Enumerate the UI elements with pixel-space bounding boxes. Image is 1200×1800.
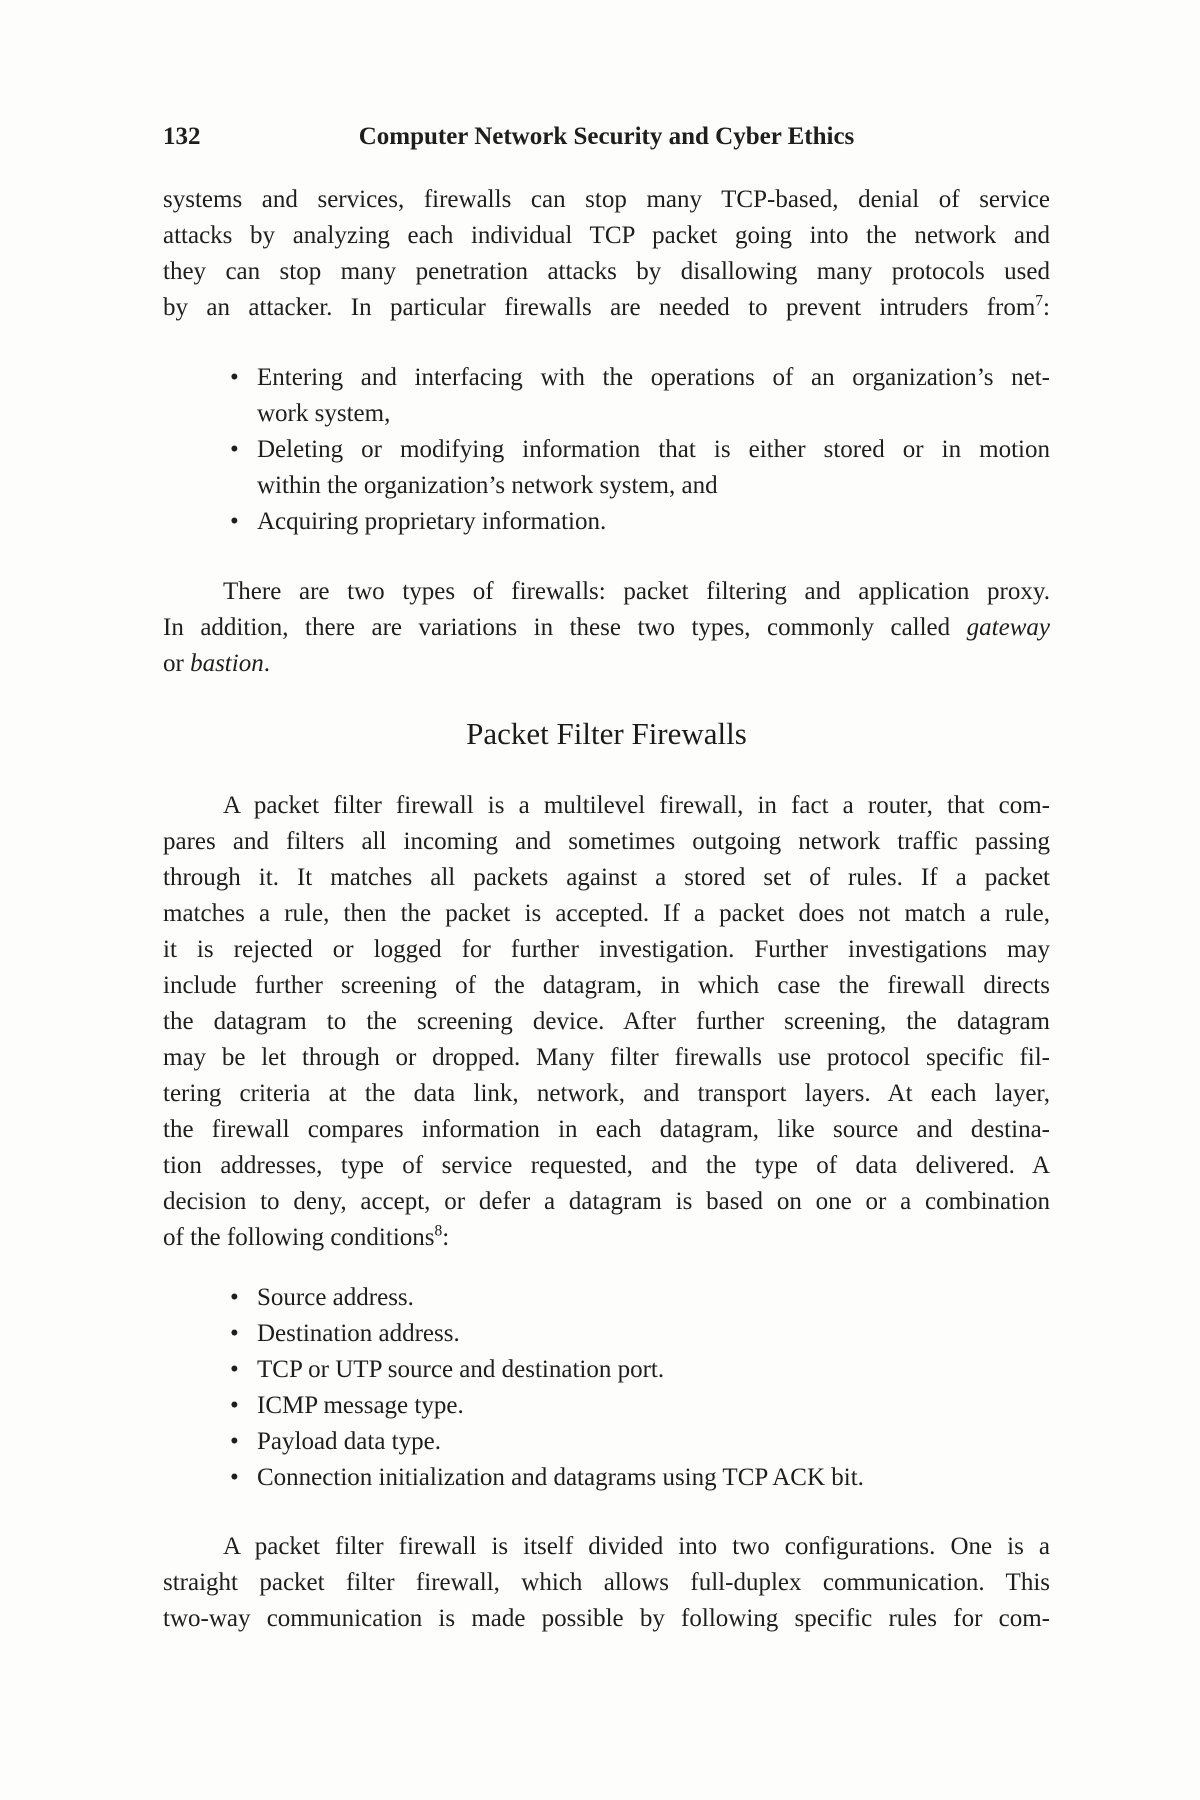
text-line: include further screening of the datagram, in which case the firewall directs xyxy=(163,972,1050,999)
conditions-list xyxy=(163,1280,1050,1496)
bullet-icon: • xyxy=(230,1428,239,1455)
bullet-icon: • xyxy=(230,436,239,463)
text-line: work system, xyxy=(257,400,391,427)
firewall-types-paragraph xyxy=(163,574,1050,682)
text-line: attacks by analyzing each individual TCP packet going into the network and xyxy=(163,222,1050,249)
list-item xyxy=(163,1388,1050,1424)
configurations-paragraph xyxy=(163,1529,1050,1637)
list-item xyxy=(163,1352,1050,1388)
page-number: 132 xyxy=(163,123,201,150)
text-line: decision to deny, accept, or defer a datagram is based on one or a combination xyxy=(163,1188,1050,1215)
text-line: may be let through or dropped. Many filter firewalls use protocol specific fil- xyxy=(163,1044,1050,1071)
packet-filter-paragraph xyxy=(163,788,1050,1256)
bullet-icon: • xyxy=(230,1392,239,1419)
list-item xyxy=(163,1316,1050,1352)
running-title: Computer Network Security and Cyber Ethics xyxy=(358,123,855,150)
text-line: straight packet filter firewall, which allows full-duplex communication. This xyxy=(163,1569,1050,1596)
text-line: Connection initialization and datagrams using TCP ACK bit. xyxy=(257,1464,864,1491)
text-line: ICMP message type. xyxy=(257,1392,464,1419)
bullet-icon: • xyxy=(230,1284,239,1311)
text-line: TCP or UTP source and destination port. xyxy=(257,1356,665,1383)
text-line: through it. It matches all packets against a stored set of rules. If a packet xyxy=(163,864,1050,891)
bullet-icon: • xyxy=(230,1464,239,1491)
intruders-list xyxy=(163,360,1050,540)
text-line: Acquiring proprietary information. xyxy=(257,508,607,535)
list-item xyxy=(163,1424,1050,1460)
bullet-icon: • xyxy=(230,508,239,535)
list-item xyxy=(163,1280,1050,1316)
text-line: Payload data type. xyxy=(257,1428,441,1455)
list-item xyxy=(163,360,1050,432)
bullet-icon: • xyxy=(230,364,239,391)
text-line: the firewall compares information in each datagram, like source and destina- xyxy=(163,1116,1050,1143)
text-line: or bastion. xyxy=(163,650,270,677)
text-line: matches a rule, then the packet is accepted. If a packet does not match a rule, xyxy=(163,900,1050,927)
text-line: Destination address. xyxy=(257,1320,460,1347)
text-line: it is rejected or logged for further investigation. Further investigations may xyxy=(163,936,1050,963)
text-line: Source address. xyxy=(257,1284,414,1311)
text-line: There are two types of firewalls: packet filtering and application proxy. xyxy=(223,578,1050,605)
text-line: two-way communication is made possible by following specific rules for com- xyxy=(163,1605,1050,1632)
text-line: systems and services, firewalls can stop many TCP-based, denial of service xyxy=(163,186,1050,213)
bullet-icon: • xyxy=(230,1356,239,1383)
text-line: A packet filter firewall is a multilevel firewall, in fact a router, that com- xyxy=(223,792,1050,819)
text-line: Deleting or modifying information that is either stored or in motion xyxy=(257,436,1050,463)
section-heading: Packet Filter Firewalls xyxy=(466,716,747,751)
text-line: of the following conditions$^8$: xyxy=(163,1222,450,1251)
list-item xyxy=(163,504,1050,540)
text-line: A packet filter firewall is itself divided into two configurations. One is a xyxy=(223,1533,1050,1560)
text-line: they can stop many penetration attacks by disallowing many protocols used xyxy=(163,258,1050,285)
bullet-icon: • xyxy=(230,1320,239,1347)
text-line: pares and filters all incoming and sometimes outgoing network traffic passing xyxy=(163,828,1050,855)
list-item xyxy=(163,432,1050,504)
text-line: tering criteria at the data link, network, and transport layers. At each layer, xyxy=(163,1080,1050,1107)
text-line: In addition, there are variations in these two types, commonly called gateway xyxy=(163,614,1050,641)
text-line: by an attacker. In particular firewalls are needed to prevent intruders from$^7$: xyxy=(163,292,1050,321)
text-line: tion addresses, type of service requested, and the type of data delivered. A xyxy=(163,1152,1050,1179)
intro-paragraph xyxy=(163,182,1050,326)
text-line: Entering and interfacing with the operations of an organization’s net- xyxy=(257,364,1050,391)
text-line: within the organization’s network system, and xyxy=(257,472,718,499)
list-item xyxy=(163,1460,1050,1496)
running-head xyxy=(163,122,1050,152)
text-line: the datagram to the screening device. After further screening, the datagram xyxy=(163,1008,1050,1035)
